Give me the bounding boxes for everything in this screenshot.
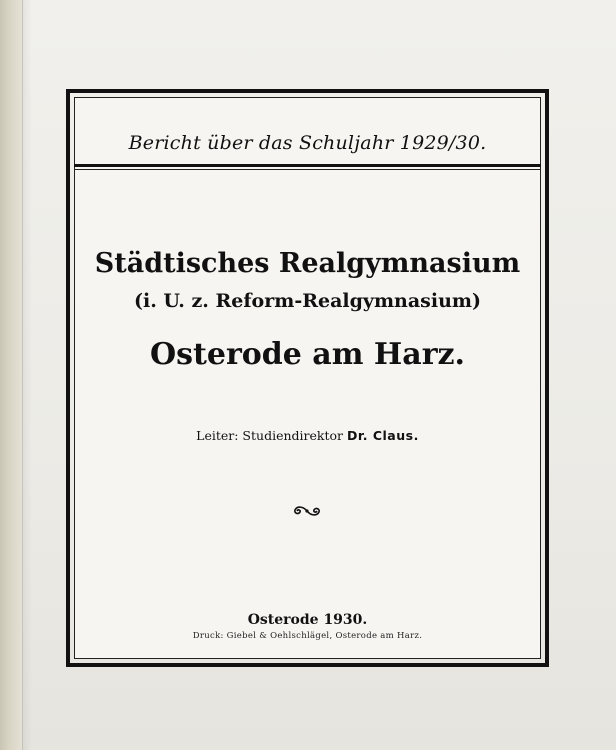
flourish-ornament-icon [289, 504, 325, 518]
title-rule-thick [74, 164, 541, 167]
school-city: Osterode am Harz. [150, 337, 465, 372]
inner-frame-border [74, 97, 541, 659]
leader-name: Dr. Claus. [346, 428, 419, 443]
leader-line [74, 428, 541, 443]
spine-shadow [22, 0, 32, 750]
leader-prefix: Leiter: Studiendirektor [196, 428, 343, 443]
report-title: Bericht über das Schuljahr 1929/30. [128, 132, 487, 154]
binding-spine [0, 0, 23, 750]
school-name: Städtisches Realgymnasium [94, 248, 521, 279]
imprint-printer: Druck: Giebel & Oehlschlägel, Osterode am Harz. [192, 631, 423, 641]
title-rule-thin [74, 169, 541, 170]
imprint-place-year: Osterode 1930. [247, 612, 368, 628]
school-subtitle: (i. U. z. Reform-Realgymnasium) [133, 290, 482, 312]
